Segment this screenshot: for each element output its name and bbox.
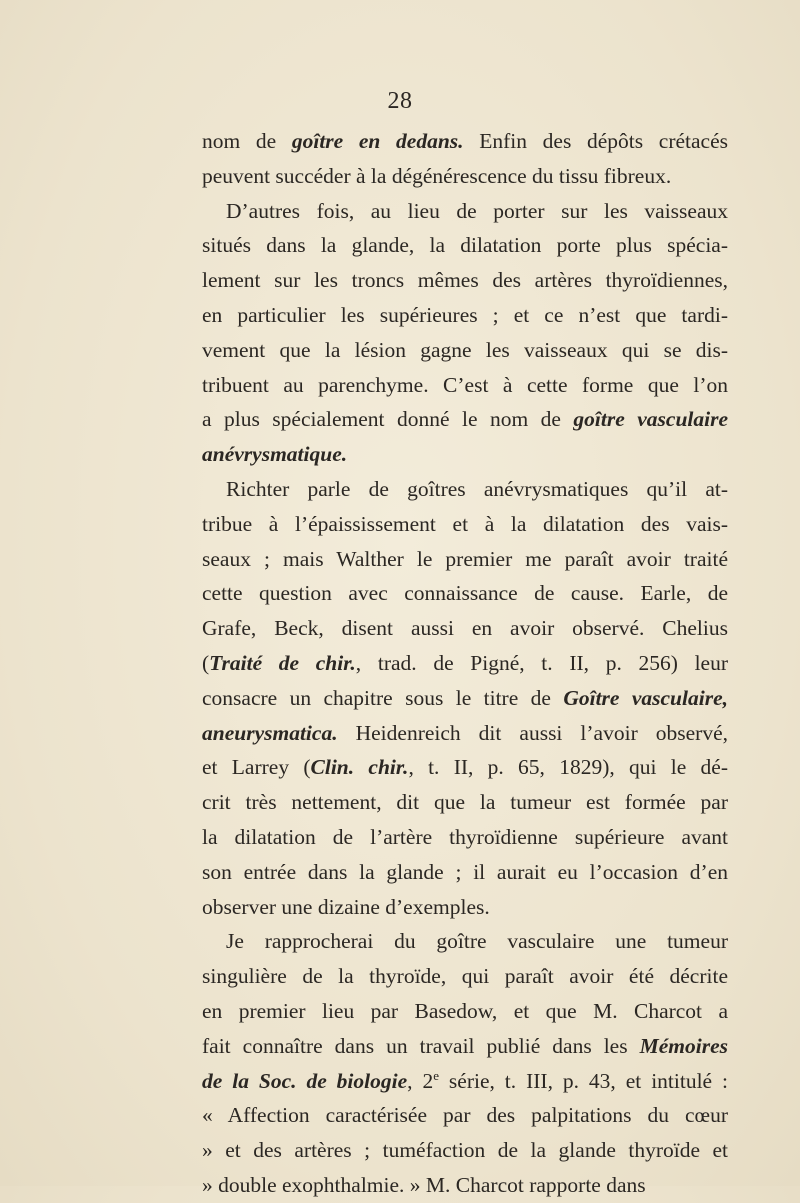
text-run: tribuent au parenchyme. C’est à cette forme que l’on: [202, 372, 728, 397]
italic-text-run: anévrysmatique.: [202, 442, 348, 467]
italic-text-run: Goître vasculaire,: [563, 685, 728, 710]
text-line: [202, 542, 728, 577]
text-line: [202, 1133, 728, 1168]
text-run: situés dans la glande, la dilatation porte plus spécia-: [202, 233, 728, 258]
text-line: [202, 437, 728, 472]
text-run: , trad. de Pigné, t. II, p. 256) leur: [355, 650, 729, 675]
text-run: » et des artères ; tuméfaction de la glande thyroïde et: [202, 1138, 728, 1163]
text-run: « Affection caractérisée par des palpitations du cœur: [202, 1103, 728, 1128]
text-run: Heidenreich dit aussi l’avoir observé,: [337, 720, 728, 745]
text-line: [202, 750, 728, 785]
text-line: [202, 1029, 728, 1064]
text-run: Grafe, Beck, disent aussi en avoir observé. Chelius: [202, 616, 728, 641]
text-line: [202, 681, 728, 716]
italic-text-run: aneurysmatica.: [202, 720, 338, 745]
text-line: [202, 1168, 728, 1203]
page-number: 28: [387, 88, 413, 114]
text-line: [202, 994, 728, 1029]
text-line: [202, 890, 728, 925]
text-run: Richter parle de goîtres anévrysmatiques qu’il at-: [226, 476, 728, 501]
text-line: [202, 263, 728, 298]
text-line: [202, 333, 728, 368]
text-run: en particulier les supérieures ; et ce n’est que tardi-: [202, 302, 728, 327]
superscript: e: [433, 1067, 439, 1083]
text-run: peuvent succéder à la dégénérescence du tissu fibreux.: [202, 163, 672, 188]
text-run: , 2: [407, 1068, 434, 1093]
text-run: , t. II, p. 65, 1829), qui le dé-: [408, 755, 728, 780]
text-line: [202, 1064, 728, 1099]
text-line: [202, 228, 728, 263]
text-run: » double exophthalmie. » M. Charcot rapporte dans: [202, 1172, 646, 1197]
body-text: [202, 124, 728, 1203]
text-line: [202, 507, 728, 542]
text-run: fait connaître dans un travail publié dans les: [202, 1033, 640, 1058]
text-run: Enfin des dépôts crétacés: [463, 129, 728, 153]
text-run: a plus spécialement donné le nom de: [202, 407, 574, 432]
text-line: [202, 785, 728, 820]
italic-text-run: goître en dedans.: [291, 129, 464, 153]
text-line: [202, 298, 728, 333]
text-line: [202, 646, 728, 681]
text-run: lement sur les troncs mêmes des artères thyroïdiennes,: [202, 268, 728, 293]
text-line: [202, 820, 728, 855]
text-line: [202, 1098, 728, 1133]
text-line: [202, 924, 728, 959]
text-run: D’autres fois, au lieu de porter sur les vaisseaux: [226, 198, 728, 223]
text-line: [202, 159, 728, 194]
italic-text-run: Clin. chir.: [310, 755, 409, 780]
italic-text-run: Traité de chir.: [209, 650, 356, 675]
text-run: en premier lieu par Basedow, et que M. Charcot a: [202, 998, 728, 1023]
text-run: vement que la lésion gagne les vaisseaux qui se dis-: [202, 337, 728, 362]
text-run: crit très nettement, dit que la tumeur est formée par: [202, 790, 728, 815]
text-line: [202, 472, 728, 507]
text-run: cette question avec connaissance de cause. Earle, de: [202, 581, 728, 606]
text-run: son entrée dans la glande ; il aurait eu l’occasion d’en: [202, 859, 728, 884]
text-line: [202, 368, 728, 403]
text-run: singulière de la thyroïde, qui paraît avoir été décrite: [202, 964, 728, 989]
text-line: [202, 576, 728, 611]
text-run: seaux ; mais Walther le premier me paraît avoir traité: [202, 546, 728, 571]
text-run: consacre un chapitre sous le titre de: [202, 685, 564, 710]
text-run: la dilatation de l’artère thyroïdienne supérieure avant: [202, 824, 728, 849]
text-line: [202, 959, 728, 994]
text-run: Je rapprocherai du goître vasculaire une tumeur: [226, 929, 728, 954]
text-run: série, t. III, p. 43, et intitulé :: [438, 1068, 729, 1093]
text-run: nom de: [202, 129, 292, 153]
text-run: tribue à l’épaississement et à la dilatation des vais-: [202, 511, 728, 536]
text-run: observer une dizaine d’exemples.: [202, 894, 490, 919]
text-line: [202, 124, 728, 159]
text-run: et Larrey (: [202, 755, 311, 780]
text-line: [202, 402, 728, 437]
text-line: [202, 611, 728, 646]
text-run: (: [202, 650, 210, 675]
text-line: [202, 855, 728, 890]
text-line: [202, 194, 728, 229]
text-line: [202, 716, 728, 751]
italic-text-run: goître vasculaire: [573, 407, 729, 432]
italic-text-run: Mémoires: [639, 1033, 728, 1058]
italic-text-run: de la Soc. de biologie: [202, 1068, 408, 1093]
